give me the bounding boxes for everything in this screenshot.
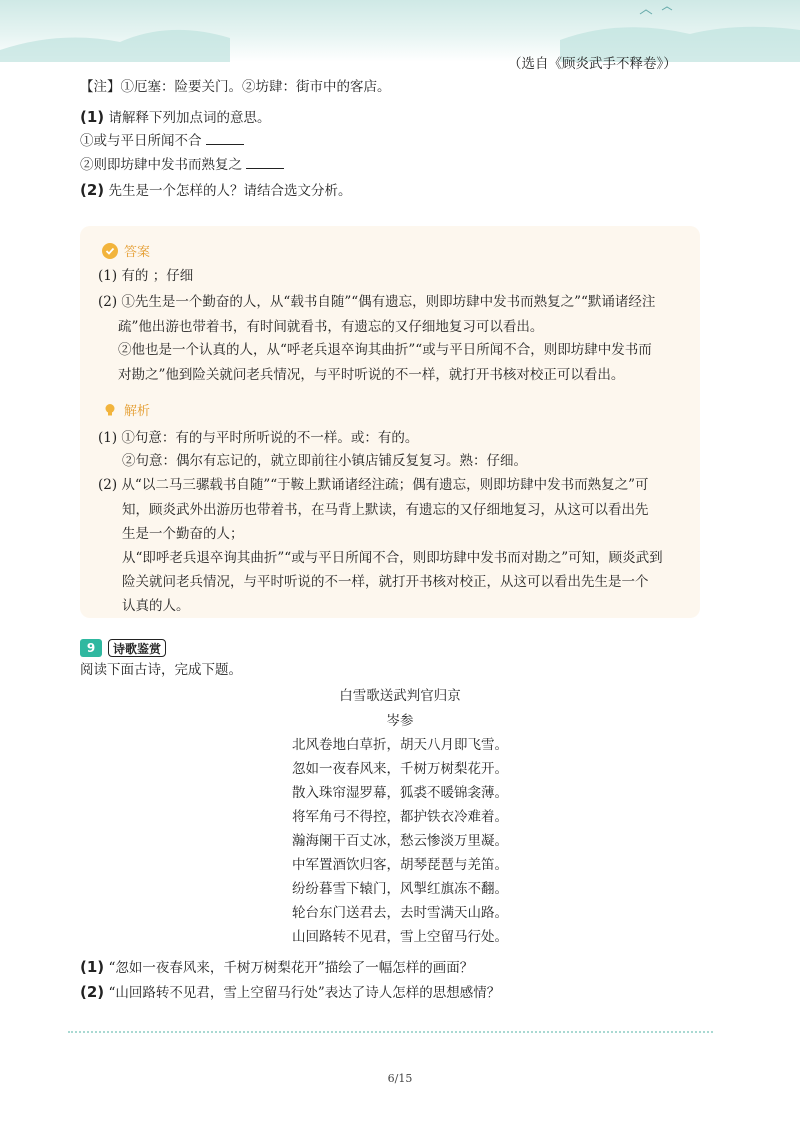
question-number: (1) — [80, 958, 105, 976]
poem-line: 轮台东门送君去，去时雪满天山路。 — [292, 905, 508, 921]
answer-line: 疏”他出游也带着书，有时间就看书，有遗忘的又仔细地复习可以看出。 — [118, 319, 544, 335]
answer-blank[interactable] — [246, 156, 284, 169]
poem-title: 白雪歌送武判官归京 — [339, 688, 461, 704]
poem-line: 北风卷地白草折，胡天八月即飞雪。 — [292, 737, 508, 753]
analysis-line: ②句意：偶尔有忘记的，就立即前往小镇店铺反复复习。熟：仔细。 — [122, 453, 527, 469]
answer-label-text: 答案 — [124, 245, 151, 260]
question-2 — [80, 982, 500, 1003]
answer-blank[interactable] — [206, 132, 244, 145]
question-text: 请解释下列加点词的意思。 — [108, 110, 271, 126]
section-type-badge: 诗歌鉴赏 — [108, 639, 166, 657]
analysis-line: (1) ①句意：有的与平时所听说的不一样。或：有的。 — [98, 430, 419, 446]
landscape-decoration — [0, 0, 800, 62]
question-1 — [80, 107, 270, 128]
analysis-line: 知，顾炎武外出游历也带着书，在马背上默读，有遗忘的又仔细地复习，从这可以看出先 — [122, 502, 649, 518]
poem-line: 纷纷暮雪下辕门，风掣红旗冻不翻。 — [292, 881, 508, 897]
analysis-line: (2) 从“以二马三骡载书自随”“于鞍上默诵诸经注疏；偶有遗忘，则即坊肆中发书而熟复之”可 — [98, 477, 649, 493]
question-number: (2) — [80, 181, 105, 199]
answer-line: 对勘之”他到险关就问老兵情况，与平时听说的不一样，就打开书核对校正可以看出。 — [118, 367, 625, 383]
sub-item-b — [80, 155, 284, 175]
poem-line: 山回路转不见君，雪上空留马行处。 — [292, 929, 508, 945]
source-citation: （选自《顾炎武手不释卷》） — [508, 56, 677, 72]
analysis-line: 险关就问老兵情况，与平时听说的不一样，就打开书核对校正，从这可以看出先生是一个 — [122, 574, 649, 590]
analysis-line: 生是一个勤奋的人； — [122, 526, 244, 542]
analysis-label-text: 解析 — [124, 404, 151, 419]
section-number-badge: 9 — [80, 639, 102, 657]
analysis-line: 认真的人。 — [122, 598, 190, 614]
footnote: 【注】①厄塞：险要关门。②坊肆：街市中的客店。 — [80, 79, 391, 95]
question-2 — [80, 180, 351, 201]
sub-item-text: ②则即坊肆中发书而熟复之 — [80, 157, 242, 173]
question-number: (2) — [80, 983, 105, 1001]
poem-line: 散入珠帘湿罗幕，狐裘不暖锦衾薄。 — [292, 785, 508, 801]
answer-line: (2) ①先生是一个勤奋的人，从“载书自随”“偶有遗忘，则即坊肆中发书而熟复之”“默诵诸经注 — [98, 294, 656, 310]
analysis-label — [102, 400, 150, 419]
section-header — [80, 639, 166, 657]
question-text: “山回路转不见君，雪上空留马行处”表达了诗人怎样的思想感情？ — [108, 985, 501, 1001]
poem-author: 岑参 — [386, 713, 414, 729]
question-text: “忽如一夜春风来，千树万树梨花开”描绘了一幅怎样的画面？ — [108, 960, 474, 976]
question-1 — [80, 957, 473, 978]
header-banner — [0, 0, 800, 62]
poem-line: 忽如一夜春风来，千树万树梨花开。 — [292, 761, 508, 777]
poem-line: 瀚海阑干百丈冰，愁云惨淡万里凝。 — [292, 833, 508, 849]
instruction: 阅读下面古诗，完成下题。 — [80, 662, 242, 678]
divider — [68, 1031, 713, 1033]
poem-line: 将军角弓不得控，都护铁衣冷难着。 — [292, 809, 508, 825]
question-number: (1) — [80, 108, 105, 126]
answer-line: ②他也是一个认真的人，从“呼老兵退卒询其曲折”“或与平日所闻不合，则即坊肆中发书而 — [118, 342, 652, 358]
answer-line: (1) 有的 ；仔细 — [98, 268, 194, 284]
page-number: 6/15 — [387, 1072, 413, 1085]
sub-item-text: ①或与平日所闻不合 — [80, 133, 202, 149]
sub-item-a — [80, 131, 244, 151]
poem-line: 中军置酒饮归客，胡琴琵琶与羌笛。 — [292, 857, 508, 873]
analysis-line: 从“即呼老兵退卒询其曲折”“或与平日所闻不合，则即坊肆中发书而对勘之”可知，顾炎武到 — [122, 550, 663, 566]
answer-label — [102, 241, 150, 260]
check-icon — [102, 243, 118, 259]
question-text: 先生是一个怎样的人？请结合选文分析。 — [108, 183, 352, 199]
lightbulb-icon — [102, 402, 118, 418]
